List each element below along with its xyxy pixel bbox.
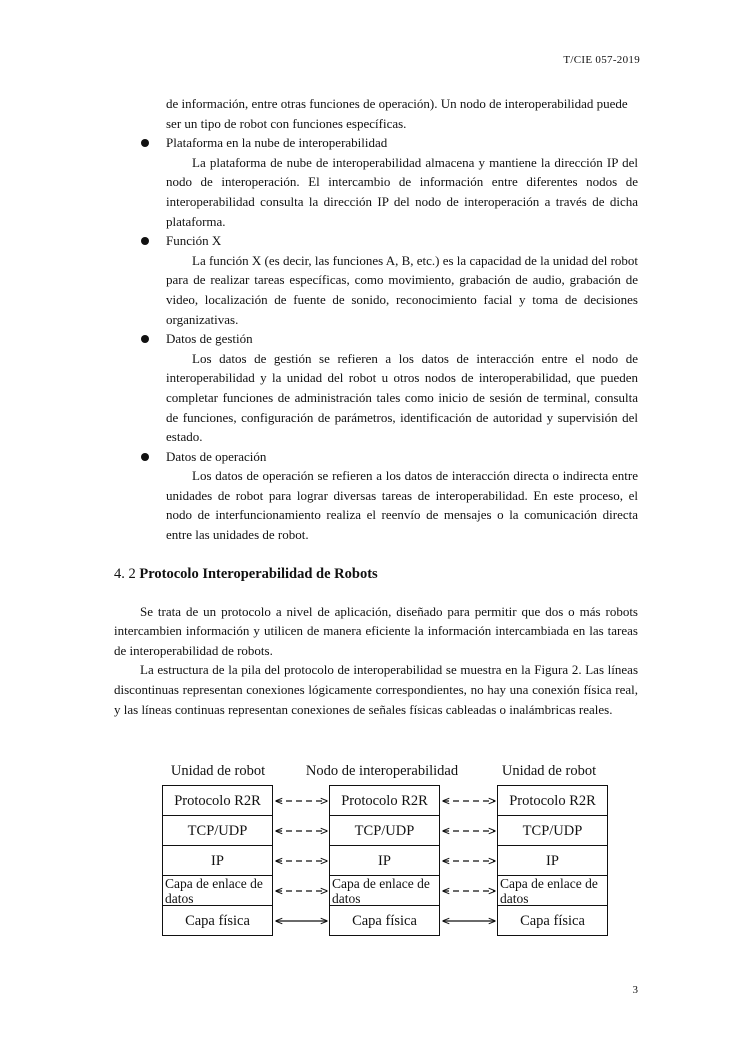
page-content bbox=[114, 94, 638, 719]
bullet-item bbox=[114, 329, 638, 447]
stack-layer-label: TCP/UDP bbox=[522, 823, 583, 839]
stack-layer-label: IP bbox=[211, 853, 224, 869]
bullet-item bbox=[114, 447, 638, 545]
bullet-dot-icon bbox=[141, 139, 149, 147]
section-title: Protocolo Interoperabilidad de Robots bbox=[139, 565, 378, 582]
stack-layer-label: Capa de enlace de bbox=[500, 876, 598, 891]
stack-layer-label: TCP/UDP bbox=[187, 823, 248, 839]
page-number: 3 bbox=[632, 984, 638, 996]
bullet-item bbox=[114, 231, 638, 329]
figure-column-title: Unidad de robot bbox=[501, 763, 597, 779]
stack-layer-label: datos bbox=[332, 891, 361, 906]
bullet-dot-icon bbox=[141, 237, 149, 245]
stack-layer-label: Capa de enlace de bbox=[332, 876, 430, 891]
bullet-body: La plataforma de nube de interoperabilidad almacena y mantiene la dirección IP del nodo de interoperación. El intercambio de información entre diferentes nodos de interoperabilidad consulta la dirección IP del nodo de interoperación a través de dicha plataforma. bbox=[166, 154, 638, 229]
stack-layer-label: IP bbox=[546, 853, 559, 869]
bullet-body: Los datos de operación se refieren a los datos de interacción directa o indirecta entre unidades de robot para lograr diversas tareas de interoperabilidad. En este proceso, el nodo de interfuncionamiento realiza el reenvío de mensajes o la comunicación directa entre las unidades de robot. bbox=[166, 468, 638, 543]
section-number: 4. 2 bbox=[114, 565, 136, 582]
intro-line-2: ser un tipo de robot con funciones específicas. bbox=[166, 115, 407, 131]
stack-layer-label: Protocolo R2R bbox=[174, 793, 261, 809]
protocol-stack-figure bbox=[155, 757, 615, 943]
stack-layer-label: Protocolo R2R bbox=[509, 793, 596, 809]
section-paragraph: Se trata de un protocolo a nivel de aplicación, diseñado para permitir que dos o más robots intercambien información y utilicen de manera eficiente la información intercambiada en las tareas de interoperabilidad de robots. bbox=[114, 603, 638, 658]
stack-layer-label: Capa física bbox=[352, 913, 417, 929]
stack-layer-label: Protocolo R2R bbox=[341, 793, 428, 809]
document-code: T/CIE 057-2019 bbox=[563, 54, 640, 66]
bullet-dot-icon bbox=[141, 453, 149, 461]
figure-column-title: Unidad de robot bbox=[170, 763, 266, 779]
bullet-title: Plataforma en la nube de interoperabilidad bbox=[166, 135, 388, 151]
stack-layer-label: datos bbox=[165, 891, 194, 906]
stack-layer-label: IP bbox=[378, 853, 391, 869]
stack-layer-label: Capa de enlace de bbox=[165, 876, 263, 891]
bullet-title: Datos de gestión bbox=[166, 331, 253, 347]
intro-line-1: de información, entre otras funciones de operación). Un nodo de interoperabilidad puede bbox=[166, 96, 628, 111]
section-heading bbox=[114, 564, 638, 584]
stack-layer-label: datos bbox=[500, 891, 529, 906]
stack-layer-label: Capa física bbox=[520, 913, 585, 929]
figure-column-title: Nodo de interoperabilidad bbox=[305, 763, 459, 779]
bullet-body: La función X (es decir, las funciones A, B, etc.) es la capacidad de la unidad del robot para de realizar tareas específicas, como movimiento, grabación de audio, grabación de video, localización de fuente de sonido, reconocimiento facial y toma de decisiones organizativas. bbox=[166, 252, 639, 327]
bullet-item bbox=[114, 133, 638, 231]
bullet-body: Los datos de gestión se refieren a los datos de interacción entre el nodo de interoperabilidad y la unidad del robot u otros nodos de interoperabilidad, que pueden completar funciones de administración tales como inicio de sesión de terminal, consulta de funciones, configuración de parámetros, identificación de autoridad y supervisión del estado. bbox=[166, 350, 638, 445]
stack-layer-label: TCP/UDP bbox=[354, 823, 415, 839]
bullet-title: Datos de operación bbox=[166, 448, 267, 464]
section-paragraph: La estructura de la pila del protocolo de interoperabilidad se muestra en la Figura 2. Las líneas discontinuas representan conexiones lógicamente correspondientes, no hay una conexión física real, y las líneas continuas representan conexiones de señales físicas cableadas o inalámbricas reales. bbox=[114, 662, 638, 717]
bullet-title: Función X bbox=[166, 233, 222, 249]
stack-layer-label: Capa física bbox=[185, 913, 250, 929]
bullet-dot-icon bbox=[141, 335, 149, 343]
